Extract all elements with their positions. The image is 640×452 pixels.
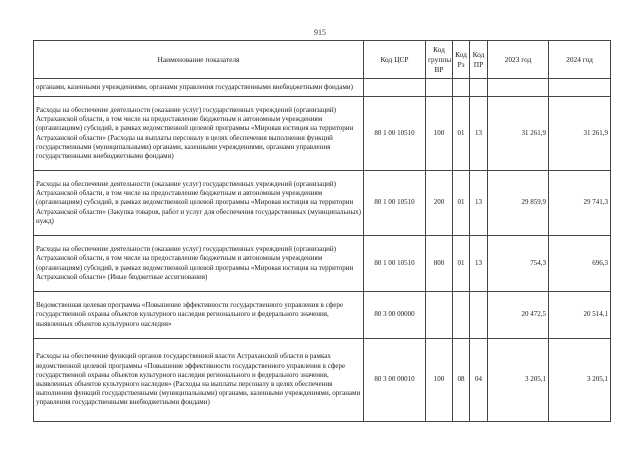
row-csr: 80 3 00 00000 [364, 292, 426, 339]
row-csr: 80 1 00 10510 [364, 97, 426, 171]
row-rz: 01 [453, 171, 470, 236]
header-rz: Код Рз [453, 41, 470, 79]
table-row [34, 171, 611, 236]
row-vr: 100 [426, 97, 453, 171]
row-vr: 200 [426, 171, 453, 236]
header-pr: Код ПР [470, 41, 488, 79]
row-vr [426, 79, 453, 97]
row-rz: 01 [453, 97, 470, 171]
row-csr: 80 1 00 10510 [364, 171, 426, 236]
row-rz [453, 292, 470, 339]
table-row [34, 292, 611, 339]
row-pr: 13 [470, 171, 488, 236]
row-2023: 754,3 [488, 236, 549, 292]
row-rz: 08 [453, 339, 470, 422]
row-name: Расходы на обеспечение функций органов государственной власти Астраханской области в рамках ведомственной целевой программы «Повышение эффективности государственного управления в сфере государственной охраны объектов культурного наследия регионального и федерального значения, выявленных объектов культурного наследия» (Расходы на выплаты персоналу в целях обеспечения выполнения функций государственными (муниципальными) органами, казенными учреждениями, органами управления государственными внебюджетными фондами) [34, 339, 364, 422]
row-2023 [488, 79, 549, 97]
row-2024: 3 205,1 [549, 339, 611, 422]
header-2024: 2024 год [549, 41, 611, 79]
header-name: Наименование показателя [34, 41, 364, 79]
row-name: Расходы на обеспечение деятельности (оказание услуг) государственных учреждений (организаций) Астраханской области, в том числе на предоставление бюджетным и автономным учреждениям (организациям) субсидий, в рамках ведомственной целевой программы «Мировая юстиция на территории Астраханской области» (Иные бюджетные ассигнования) [34, 236, 364, 292]
row-rz: 01 [453, 236, 470, 292]
row-pr: 13 [470, 236, 488, 292]
row-rz [453, 79, 470, 97]
budget-table [33, 40, 611, 422]
header-csr: Код ЦСР [364, 41, 426, 79]
row-pr [470, 79, 488, 97]
row-csr [364, 79, 426, 97]
row-csr: 80 3 00 00010 [364, 339, 426, 422]
row-name: Расходы на обеспечение деятельности (оказание услуг) государственных учреждений (организаций) Астраханской области, в том числе на предоставление бюджетным и автономным учреждениям (организациям) субсидий, в рамках ведомственной целевой программы «Мировая юстиция на территории Астраханской области» (Расходы на выплаты персоналу в целях обеспечения выполнения функций государственными (муниципальными) органами, казенными учреждениями, органами управления государственными внебюджетными фондами) [34, 97, 364, 171]
row-name: органами, казенными учреждениями, органами управления государственными внебюджетными фондами) [34, 79, 364, 97]
row-2023: 29 859,9 [488, 171, 549, 236]
row-2024 [549, 79, 611, 97]
table-row [34, 97, 611, 171]
row-2024: 20 514,1 [549, 292, 611, 339]
page-number: 915 [314, 28, 326, 37]
row-vr: 100 [426, 339, 453, 422]
row-csr: 80 1 00 10510 [364, 236, 426, 292]
row-pr [470, 292, 488, 339]
row-2024: 696,3 [549, 236, 611, 292]
header-vr: Код группы ВР [426, 41, 453, 79]
row-vr [426, 292, 453, 339]
table-row [34, 339, 611, 422]
table-row [34, 79, 611, 97]
row-2023: 31 261,9 [488, 97, 549, 171]
row-name: Расходы на обеспечение деятельности (оказание услуг) государственных учреждений (организаций) Астраханской области, в том числе на предоставление бюджетным и автономным учреждениям (организациям) субсидий, в рамках ведомственной целевой программы «Мировая юстиция на территории Астраханской области» (Закупка товаров, работ и услуг для обеспечения государственных (муниципальных) нужд) [34, 171, 364, 236]
row-2024: 31 261,9 [549, 97, 611, 171]
table-row [34, 236, 611, 292]
table-header-row [34, 41, 611, 79]
header-2023: 2023 год [488, 41, 549, 79]
row-2023: 3 205,1 [488, 339, 549, 422]
row-2023: 20 472,5 [488, 292, 549, 339]
row-2024: 29 741,3 [549, 171, 611, 236]
row-pr: 04 [470, 339, 488, 422]
row-name: Ведомственная целевая программа «Повышение эффективности государственного управления в сфере государственной охраны объектов культурного наследия регионального и федерального значения, выявленных объектов культурного наследия» [34, 292, 364, 339]
row-pr: 13 [470, 97, 488, 171]
row-vr: 800 [426, 236, 453, 292]
